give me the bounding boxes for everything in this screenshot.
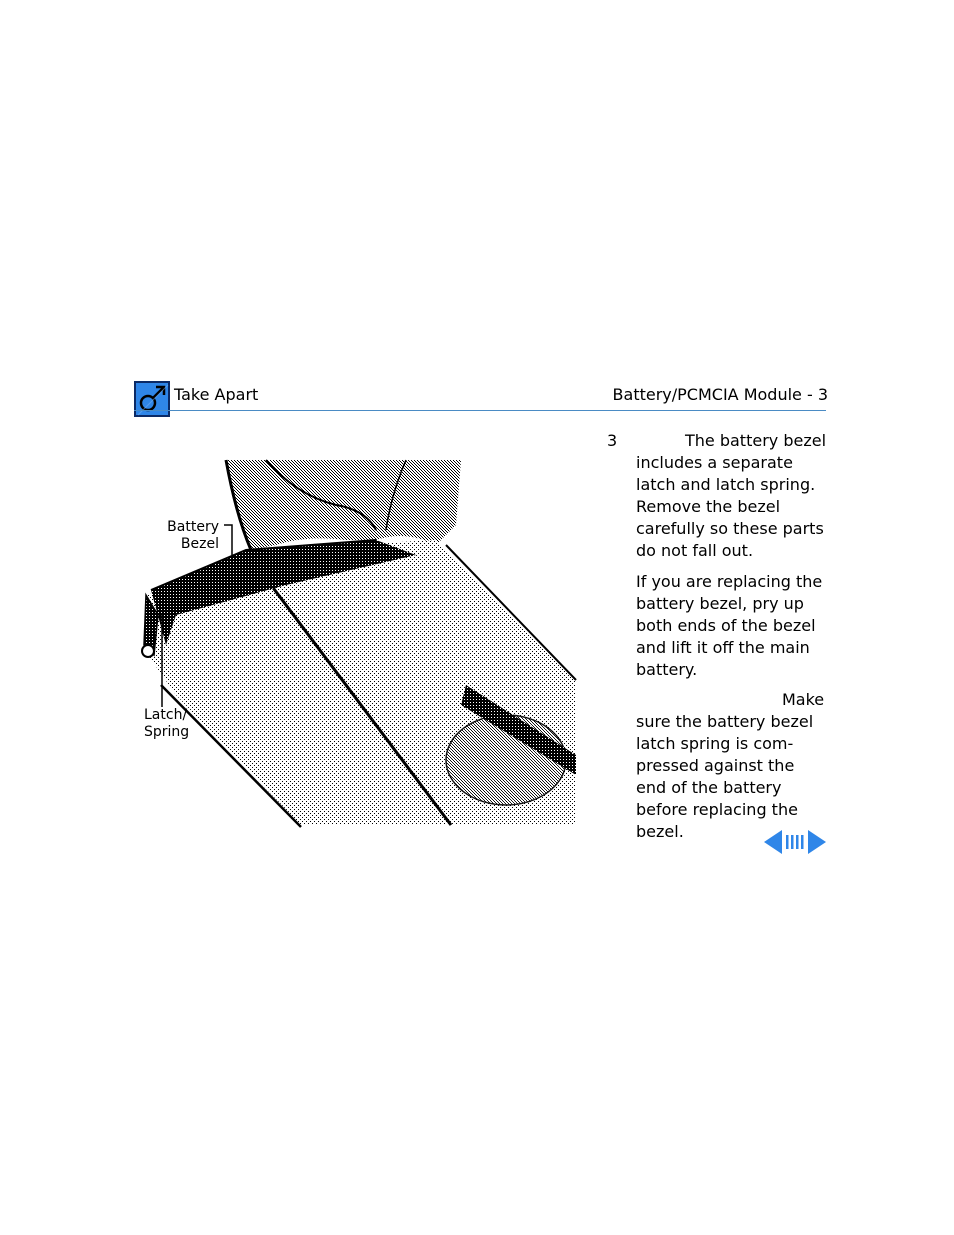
- page-title: Battery/PCMCIA Module - 3: [612, 385, 828, 404]
- header-divider: [134, 410, 826, 411]
- section-title: Take Apart: [174, 385, 259, 404]
- arrow-left-icon[interactable]: [764, 830, 782, 854]
- step-paragraph-3: Make sure the battery bezel latch spring is com-pressed against the end of the battery before replacing the bezel.: [636, 690, 825, 841]
- apple-service-logo-icon: [134, 381, 170, 417]
- browse-bars-icon[interactable]: [785, 835, 807, 849]
- page-navigation: [764, 829, 826, 855]
- step-paragraph-1: The battery bezel includes a separate latch and latch spring. Remove the bezel carefully so these parts do not fall out.: [636, 431, 827, 560]
- callout-battery-bezel: Battery Bezel: [167, 519, 219, 552]
- step-number: 3: [607, 431, 618, 450]
- callout-latch-spring: Latch/ Spring: [144, 707, 190, 740]
- arrow-right-icon[interactable]: [808, 830, 826, 854]
- battery-bezel-illustration: [136, 455, 578, 830]
- step-paragraph-2: If you are replacing the battery bezel, pry up both ends of the bezel and lift it off the main battery.: [636, 572, 823, 679]
